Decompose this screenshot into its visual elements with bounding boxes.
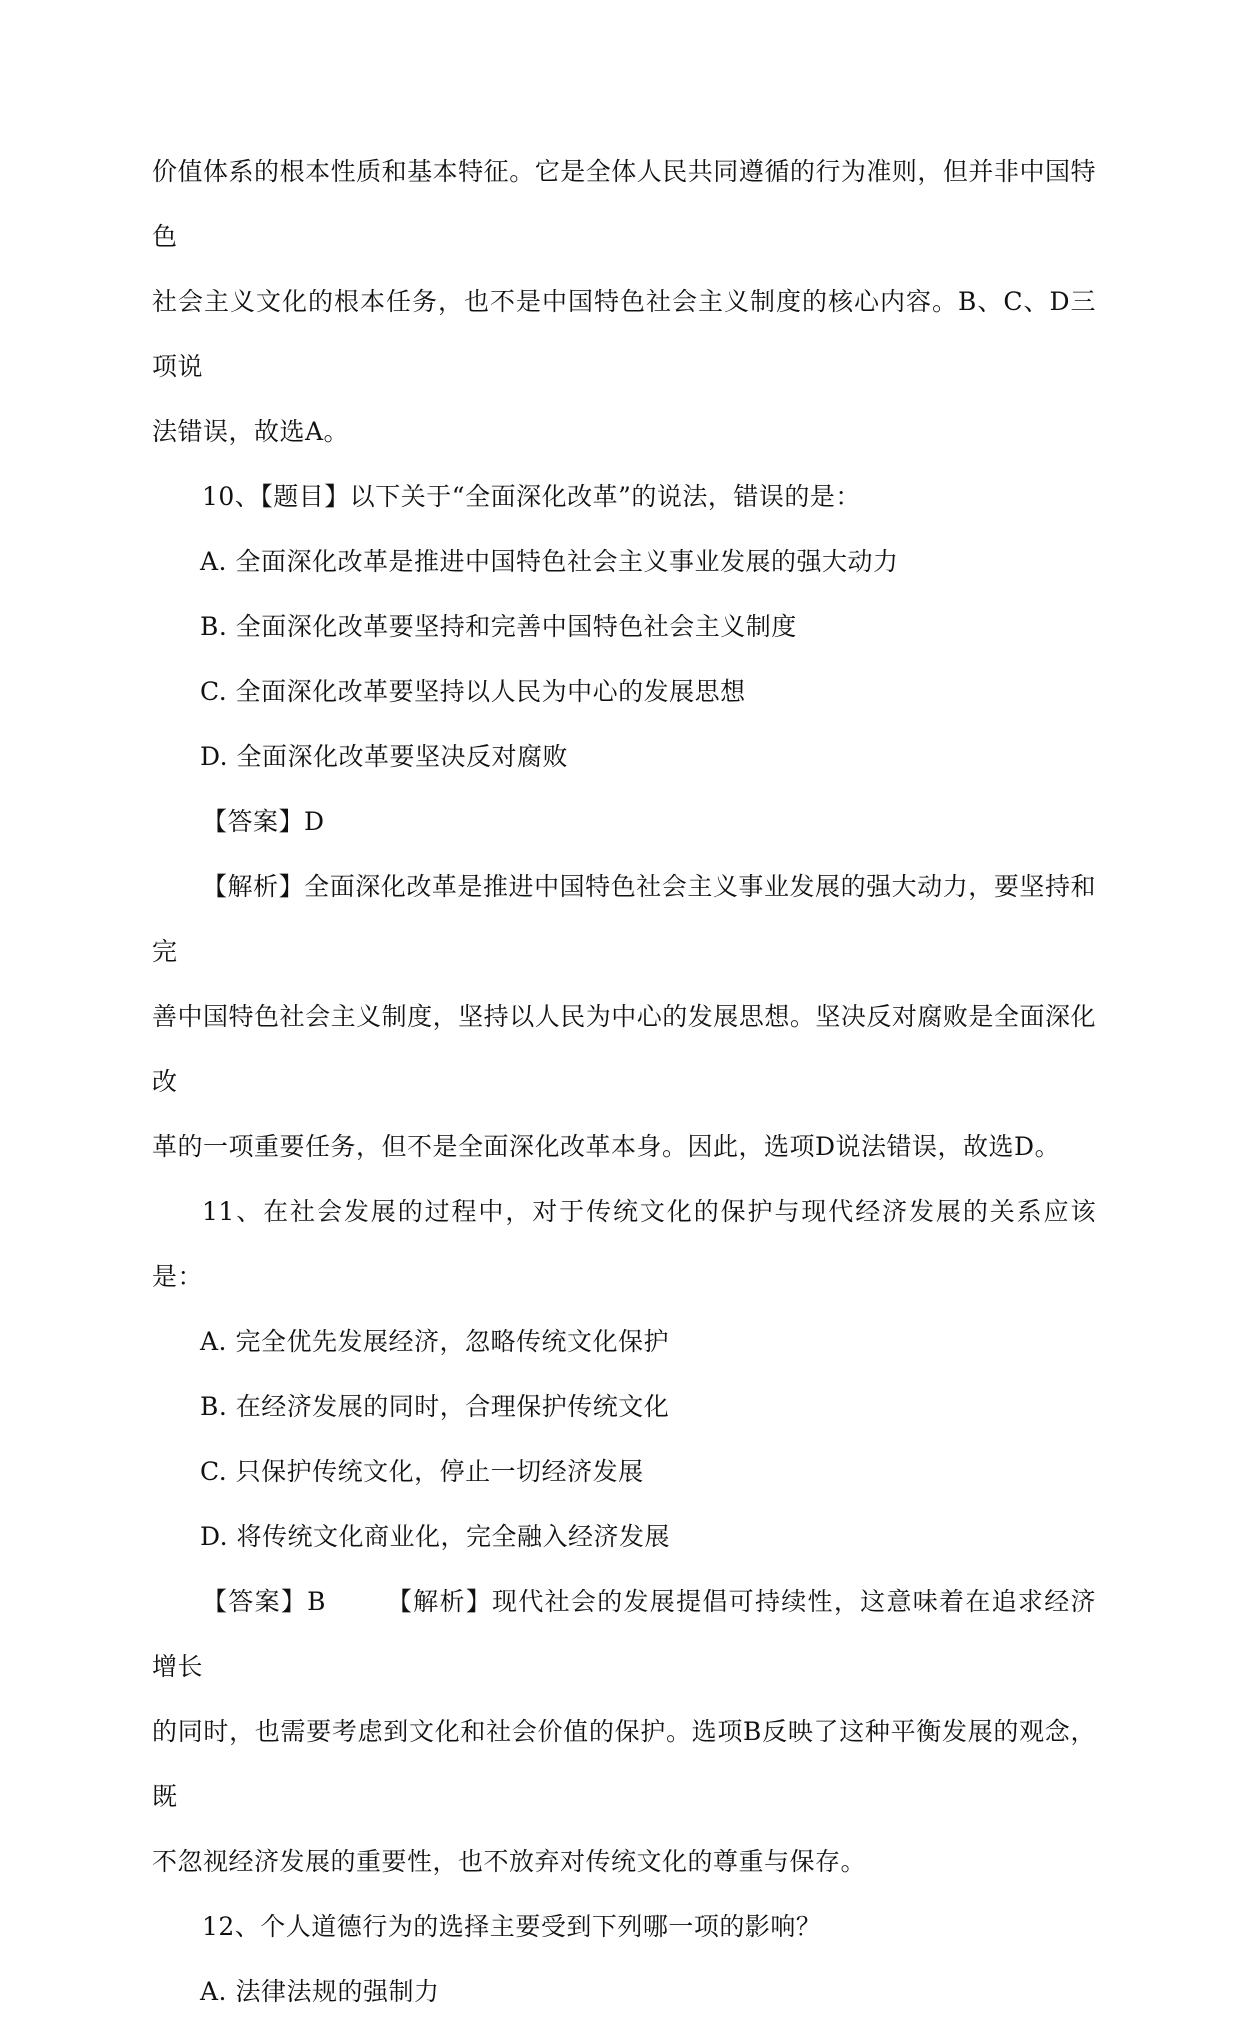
q10-analysis-line-2: 善中国特色社会主义制度，坚持以人民为中心的发展思想。坚决反对腐败是全面深化改 xyxy=(152,1002,1096,1096)
q11-analysis-line-3: 不忽视经济发展的重要性，也不放弃对传统文化的尊重与保存。 xyxy=(152,1847,867,1876)
q11-analysis-line-1: 【解析】现代社会的发展提倡可持续性，这意味着在追求经济增长 xyxy=(152,1587,1096,1681)
intro-line-3: 法错误，故选A。 xyxy=(152,417,350,446)
q11-option-d: D. 将传统文化商业化，完全融入经济发展 xyxy=(200,1522,671,1551)
intro-line-1: 价值体系的根本性质和基本特征。它是全体人民共同遵循的行为准则，但并非中国特色 xyxy=(152,157,1096,251)
q10-answer: 【答案】D xyxy=(202,807,325,836)
q10-option-a: A. 全面深化改革是推进中国特色社会主义事业发展的强大动力 xyxy=(200,547,899,576)
document-page xyxy=(152,139,1096,2024)
q11-question: 11、在社会发展的过程中，对于传统文化的保护与现代经济发展的关系应该是： xyxy=(152,1197,1096,1291)
q11-option-a: A. 完全优先发展经济，忽略传统文化保护 xyxy=(200,1327,669,1356)
q10-analysis-line-3: 革的一项重要任务，但不是全面深化改革本身。因此，选项D说法错误，故选D。 xyxy=(152,1132,1061,1161)
q12-question: 12、个人道德行为的选择主要受到下列哪一项的影响？ xyxy=(202,1912,822,1941)
q10-option-b: B. 全面深化改革要坚持和完善中国特色社会主义制度 xyxy=(200,612,797,641)
q11-analysis-line-2: 的同时，也需要考虑到文化和社会价值的保护。选项B反映了这种平衡发展的观念，既 xyxy=(152,1717,1096,1811)
q10-question: 10、【题目】以下关于“全面深化改革”的说法，错误的是： xyxy=(202,482,861,511)
intro-line-2: 社会主义文化的根本任务，也不是中国特色社会主义制度的核心内容。B、C、D三项说 xyxy=(152,287,1096,381)
q10-option-c: C. 全面深化改革要坚持以人民为中心的发展思想 xyxy=(200,677,746,706)
q11-option-c: C. 只保护传统文化，停止一切经济发展 xyxy=(200,1457,644,1486)
q10-option-d: D. 全面深化改革要坚决反对腐败 xyxy=(200,742,569,771)
q11-option-b: B. 在经济发展的同时，合理保护传统文化 xyxy=(200,1392,670,1421)
q12-option-a: A. 法律法规的强制力 xyxy=(200,1977,440,2006)
q11-answer: 【答案】B xyxy=(202,1587,327,1616)
q10-analysis-line-1: 【解析】全面深化改革是推进中国特色社会主义事业发展的强大动力，要坚持和完 xyxy=(152,872,1096,966)
q11-answer-line xyxy=(152,1569,1096,1699)
